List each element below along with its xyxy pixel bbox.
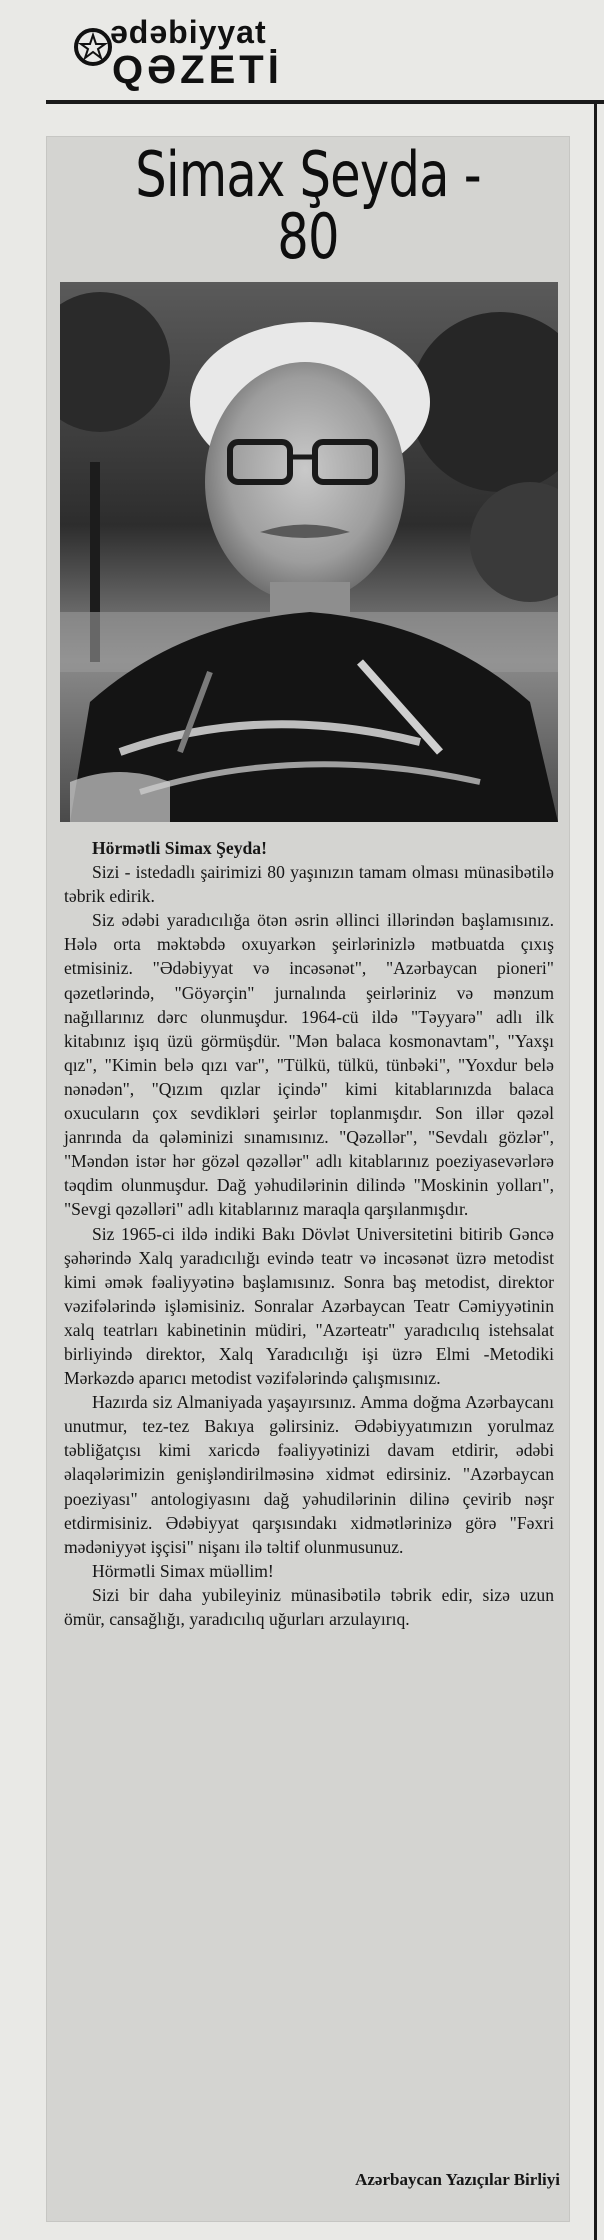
article-paragraph: Sizi bir daha yubileyiniz münasibətilə təbrik edir, sizə uzun ömür, cansağlığı, yaradıcılıq uğurları arzulayırıq. — [64, 1584, 554, 1629]
masthead-line1: ədəbiyyat — [110, 14, 267, 50]
portrait-photo — [60, 282, 558, 822]
article-body — [64, 836, 554, 1631]
article-panel — [46, 136, 570, 2222]
masthead-line2: QƏZETİ — [112, 48, 283, 92]
article-paragraph: Siz 1965-ci ildə indiki Bakı Dövlət Universitetini bitirib Gəncə şəhərində Xalq yaradıcılığı evində teatr və incəsənət üzrə metodist kimi əmək fəaliyyətinə başlamısınız. Sonra baş metodist, direktor vəzifələrində işləmisiniz. Sonralar Azərbaycan Teatr Cəmiyyətinin xalq teatrları kabinetinin müdiri, "Azərteatr" yaradıcılıq istehsalat birliyində direktor, Xalq Yaradıcılığı işi üzrə Elmi -Metodiki Mərkəzdə aparıcı metodist vəzifələrində çalışmısınız. — [64, 1223, 554, 1389]
column-divider — [594, 104, 597, 2240]
article-paragraph: Siz ədəbi yaradıcılığa ötən əsrin əllinci illərindən başlamısınız. Hələ orta məktəbdə oxuyarkən şeirlərinizlə mətbuatda çıxış etmisiniz. "Ədəbiyyat və incəsənət", "Azərbaycan pioneri" qəzetlərində, "Göyərçin" jurnalında şeirləriniz və mənzum nağıllarınız dərc olunmuşdur. 1964-cü ildə "Təyyarə" adlı ilk kitabınız işıq üzü görmüşdür. "Mən balaca kosmonavtam", "Yaxşı qız", "Kimin belə qızı var", "Tülkü, tülkü, tünbəki", "Yoxdur belə nənədən", "Qızım qızlar içində" kimi kitablarınızda balaca oxucuların çox sevdikləri şeirlər toplanmışdır. Son illər qəzəl janrında da qələminizi sınamısınız. "Qəzəllər", "Sevdalı gözlər", "Məndən istər hər gözəl qəzəllər" adlı kitablarınız poeziyasevərlərə təqdim olunmuşdur. Dağ yəhudilərinin dilində "Moskinin yolları", "Sevgi qəzəlləri" adlı kitablarınız maraqla qarşılanmışdır. — [64, 910, 554, 1220]
article-title: Simax Şeyda - 80 — [135, 138, 481, 273]
article-paragraph: Sizi - istedadlı şairimizi 80 yaşınızın tamam olması münasibətilə təbrik edirik. — [64, 862, 554, 907]
article-paragraph: Hazırda siz Almaniyada yaşayırsınız. Amma doğma Azərbaycanı unutmur, tez-tez Bakıya gəlirsiniz. Ədəbiyyatımızın yorulmaz təbliğatçısı kimi xaricdə fəaliyyətinizi davam etdirir, ədəbi əlaqələrimizin genişləndirilməsinə xidmət edirsiniz. "Azərbaycan poeziyası" antologiyasını dağ yəhudilərinin dilinə çevirib nəşr etdirmisiniz. Ədəbiyyat qarşısındakı xidmətlərinizə görə "Fəxri mədəniyyət işçisi" nişanı ilə təltif olunmusunuz. — [64, 1392, 554, 1557]
top-divider — [46, 100, 604, 104]
article-paragraph: Hörmətli Simax müəllim! — [92, 1560, 274, 1581]
article-signature: Azərbaycan Yazıçılar Birliyi — [355, 2170, 560, 2189]
masthead — [72, 10, 332, 90]
star-emblem-icon — [74, 28, 112, 66]
greeting: Hörmətli Simax Şeyda! — [92, 838, 267, 858]
